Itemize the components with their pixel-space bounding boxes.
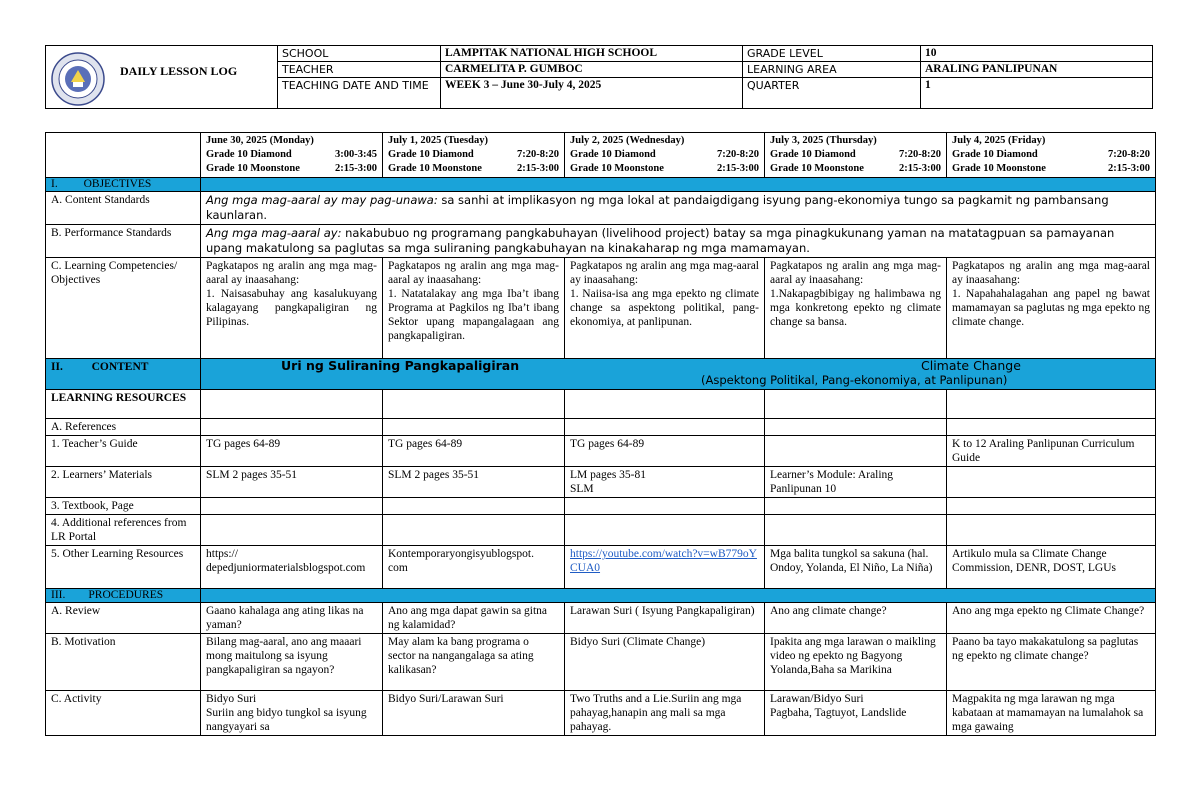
day-header-row	[46, 133, 1156, 178]
row-label: B. Motivation	[46, 634, 201, 691]
school-label: SCHOOL	[278, 46, 441, 62]
empty-cell	[947, 515, 1156, 546]
blank-corner	[46, 133, 201, 178]
empty-cell	[765, 390, 947, 419]
grade-level-label: GRADE LEVEL	[743, 46, 921, 62]
row-label: 5. Other Learning Resources	[46, 546, 201, 589]
row-label: A. References	[46, 419, 201, 436]
review-cell: Ano ang climate change?	[765, 603, 947, 634]
empty-cell	[565, 419, 765, 436]
review-cell: Gaano kahalaga ang ating likas na yaman?	[201, 603, 383, 634]
logo-cell	[46, 46, 278, 109]
motivation-row	[46, 634, 1156, 691]
lm-cell: LM pages 35-81 SLM	[565, 467, 765, 498]
teaching-date-value: WEEK 3 – June 30-July 4, 2025	[441, 78, 743, 109]
learning-resources-row	[46, 390, 1156, 419]
lm-cell: SLM 2 pages 35-51	[383, 467, 565, 498]
motivation-cell: Ipakita ang mga larawan o maikling video ng epekto ng Bagyong Yolanda,Baha sa Marikina	[765, 634, 947, 691]
topic-2-subtitle: (Aspektong Politikal, Pang-ekonomiya, at Panlipunan)	[701, 373, 1008, 387]
row-label: C. Activity	[46, 691, 201, 736]
tg-cell: TG pages 64-89	[383, 436, 565, 467]
section-number: II.	[51, 361, 63, 373]
section-title: OBJECTIVES	[83, 178, 152, 190]
content-band	[46, 359, 1156, 390]
standard-text: nakabubuo ng programang pangkabuhayan (livelihood project) batay sa mga pinagkukunang yaman na matatagpuan sa pamayanan upang makatulong sa paglutas sa mga suliraning pangkabuhayan na kinakaharap ng mga mamamayan.	[206, 226, 1115, 255]
section-name: Grade 10 Moonstone	[206, 163, 300, 174]
other-resources-row	[46, 546, 1156, 589]
day-date: July 2, 2025 (Wednesday)	[570, 135, 685, 146]
section-time: 2:15-3:00	[335, 163, 377, 174]
row-label: A. Content Standards	[46, 192, 201, 225]
deped-seal-icon	[51, 52, 105, 106]
resources-heading: LEARNING RESOURCES	[46, 390, 201, 419]
row-label: 4. Additional references from LR Portal	[46, 515, 201, 546]
empty-cell	[947, 419, 1156, 436]
procedures-heading	[46, 589, 201, 603]
teachers-guide-row	[46, 436, 1156, 467]
section-time: 7:20-8:20	[899, 149, 941, 160]
section-number: I.	[51, 178, 58, 190]
content-standards-row	[46, 192, 1156, 225]
section-name: Grade 10 Diamond	[388, 149, 474, 160]
lead-phrase: Ang mga mag-aaral ay may pag-unawa:	[206, 193, 438, 207]
school-value: LAMPITAK NATIONAL HIGH SCHOOL	[441, 46, 743, 62]
youtube-link[interactable]: https://youtube.com/watch?v=wB779oYCUA0	[570, 548, 757, 574]
teaching-date-label: TEACHING DATE AND TIME	[278, 78, 441, 109]
tg-cell	[765, 436, 947, 467]
day-date: July 1, 2025 (Tuesday)	[388, 135, 488, 146]
review-cell: Ano ang mga epekto ng Climate Change?	[947, 603, 1156, 634]
empty-cell	[765, 498, 947, 515]
quarter-value: 1	[921, 78, 1153, 109]
section-title: PROCEDURES	[88, 589, 164, 601]
section-time: 3:00-3:45	[335, 149, 377, 160]
empty-cell	[565, 498, 765, 515]
section-name: Grade 10 Diamond	[206, 149, 292, 160]
section-time: 2:15-3:00	[1108, 163, 1150, 174]
empty-cell	[383, 419, 565, 436]
topic-2: Climate Change	[921, 358, 1021, 373]
section-time: 7:20-8:20	[1108, 149, 1150, 160]
competency-cell: Pagkatapos ng aralin ang mga mag-aaral ay inaasahang: 1. Naiisa-isa ang mga epekto ng climate change sa aspektong politikal, pang-ekonomiya, at panlipunan.	[565, 258, 765, 359]
motivation-cell: Bilang mag-aaral, ano ang maaari mong maitulong sa isyung pangkapaligiran sa ngayon?	[201, 634, 383, 691]
learners-materials-row	[46, 467, 1156, 498]
motivation-cell: Paano ba tayo makakatulong sa paglutas ng epekto ng climate change?	[947, 634, 1156, 691]
activity-row	[46, 691, 1156, 736]
row-label: B. Performance Standards	[46, 225, 201, 258]
day-header	[201, 133, 383, 178]
activity-cell: Bidyo Suri/Larawan Suri	[383, 691, 565, 736]
row-label: A. Review	[46, 603, 201, 634]
lm-cell: SLM 2 pages 35-51	[201, 467, 383, 498]
section-time: 2:15-3:00	[899, 163, 941, 174]
other-resource-cell: Mga balita tungkol sa sakuna (hal. Ondoy, Yolanda, El Niño, La Niña)	[765, 546, 947, 589]
empty-cell	[565, 390, 765, 419]
performance-standards-row	[46, 225, 1156, 258]
empty-cell	[765, 515, 947, 546]
content-heading	[46, 359, 201, 390]
review-row	[46, 603, 1156, 634]
row-label: 3. Textbook, Page	[46, 498, 201, 515]
section-name: Grade 10 Moonstone	[570, 163, 664, 174]
content-topics	[201, 359, 1156, 390]
section-number: III.	[51, 589, 66, 601]
band-fill	[201, 178, 1156, 192]
objectives-band	[46, 178, 1156, 192]
section-time: 2:15-3:00	[717, 163, 759, 174]
lesson-log-table	[45, 132, 1156, 736]
empty-cell	[765, 419, 947, 436]
row-label: 2. Learners’ Materials	[46, 467, 201, 498]
tg-cell: K to 12 Araling Panlipunan Curriculum Guide	[947, 436, 1156, 467]
empty-cell	[201, 419, 383, 436]
teacher-label: TEACHER	[278, 62, 441, 78]
empty-cell	[565, 515, 765, 546]
section-name: Grade 10 Diamond	[952, 149, 1038, 160]
doc-title: DAILY LESSON LOG	[120, 64, 238, 78]
activity-cell: Two Truths and a Lie.Suriin ang mga pahayag,hanapin ang mali sa mga pahayag.	[565, 691, 765, 736]
section-name: Grade 10 Moonstone	[388, 163, 482, 174]
review-cell: Ano ang mga dapat gawin sa gitna ng kalamidad?	[383, 603, 565, 634]
motivation-cell: Bidyo Suri (Climate Change)	[565, 634, 765, 691]
content-standards-text	[201, 192, 1156, 225]
header-table	[45, 45, 1153, 109]
lead-phrase: Ang mga mag-aaral ay:	[206, 226, 342, 240]
learning-area-label: LEARNING AREA	[743, 62, 921, 78]
section-time: 7:20-8:20	[717, 149, 759, 160]
procedures-band	[46, 589, 1156, 603]
activity-cell: Larawan/Bidyo Suri Pagbaha, Tagtuyot, Landslide	[765, 691, 947, 736]
row-label: C. Learning Competencies/ Objectives	[46, 258, 201, 359]
teacher-value: CARMELITA P. GUMBOC	[441, 62, 743, 78]
section-time: 2:15-3:00	[517, 163, 559, 174]
day-date: July 3, 2025 (Thursday)	[770, 135, 877, 146]
grade-level-value: 10	[921, 46, 1153, 62]
other-resource-cell	[565, 546, 765, 589]
empty-cell	[383, 390, 565, 419]
empty-cell	[383, 498, 565, 515]
row-label: 1. Teacher’s Guide	[46, 436, 201, 467]
day-header	[383, 133, 565, 178]
learning-area-value: ARALING PANLIPUNAN	[921, 62, 1153, 78]
competency-cell: Pagkatapos ng aralin ang mga mag-aaral ay inaasahang: 1. Napahahalagahan ang papel ng bawat mamamayan sa paglutas ng mga epekto ng climate change.	[947, 258, 1156, 359]
empty-cell	[201, 515, 383, 546]
empty-cell	[947, 498, 1156, 515]
empty-cell	[947, 390, 1156, 419]
empty-cell	[201, 390, 383, 419]
quarter-label: QUARTER	[743, 78, 921, 109]
activity-cell: Magpakita ng mga larawan ng mga kabataan at mamamayan na lumalahok sa mga gawaing	[947, 691, 1156, 736]
section-title: CONTENT	[91, 361, 149, 373]
section-time: 7:20-8:20	[517, 149, 559, 160]
section-name: Grade 10 Moonstone	[952, 163, 1046, 174]
references-row	[46, 419, 1156, 436]
motivation-cell: May alam ka bang programa o sector na nangangalaga sa ating kalikasan?	[383, 634, 565, 691]
textbook-row	[46, 498, 1156, 515]
other-resource-cell: https:// depedjuniormaterialsblogspot.com	[201, 546, 383, 589]
band-fill	[201, 589, 1156, 603]
section-name: Grade 10 Moonstone	[770, 163, 864, 174]
topic-1: Uri ng Suliraning Pangkapaligiran	[281, 358, 520, 373]
day-date: June 30, 2025 (Monday)	[206, 135, 314, 146]
performance-standards-text	[201, 225, 1156, 258]
section-name: Grade 10 Diamond	[570, 149, 656, 160]
tg-cell: TG pages 64-89	[565, 436, 765, 467]
day-date: July 4, 2025 (Friday)	[952, 135, 1046, 146]
additional-references-row	[46, 515, 1156, 546]
activity-cell: Bidyo Suri Suriin ang bidyo tungkol sa isyung nangyayari sa	[201, 691, 383, 736]
review-cell: Larawan Suri ( Isyung Pangkapaligiran)	[565, 603, 765, 634]
lm-cell: Learner’s Module: Araling Panlipunan 10	[765, 467, 947, 498]
objectives-heading	[46, 178, 201, 192]
lm-cell	[947, 467, 1156, 498]
day-header	[765, 133, 947, 178]
competency-cell: Pagkatapos ng aralin ang mga mag-aaral ay inaasahang: 1.Nakapagbibigay ng halimbawa ng mga konkretong epekto ng climate change sa bansa.	[765, 258, 947, 359]
standard-text: sa sanhi at implikasyon ng mga lokal at pandaigdigang isyung pang-ekonomiya tungo sa pagkamit ng pambansang kaunlaran.	[206, 193, 1109, 222]
day-header	[947, 133, 1156, 178]
tg-cell: TG pages 64-89	[201, 436, 383, 467]
other-resource-cell: Kontemporaryongisyublogspot. com	[383, 546, 565, 589]
competency-cell: Pagkatapos ng aralin ang mga mag-aaral ay inaasahang: 1. Natatalakay ang mga Iba’t ibang Programa at Pagkilos ng Iba’t ibang Sektor upang mapangalagaan ang pangkapaligiran.	[383, 258, 565, 359]
section-name: Grade 10 Diamond	[770, 149, 856, 160]
empty-cell	[201, 498, 383, 515]
day-header	[565, 133, 765, 178]
empty-cell	[383, 515, 565, 546]
other-resource-cell: Artikulo mula sa Climate Change Commission, DENR, DOST, LGUs	[947, 546, 1156, 589]
competencies-row	[46, 258, 1156, 359]
competency-cell: Pagkatapos ng aralin ang mga mag-aaral ay inaasahang: 1. Naisasabuhay ang kasalukuyang kalagayang pangkapaligiran ng Pilipinas.	[201, 258, 383, 359]
